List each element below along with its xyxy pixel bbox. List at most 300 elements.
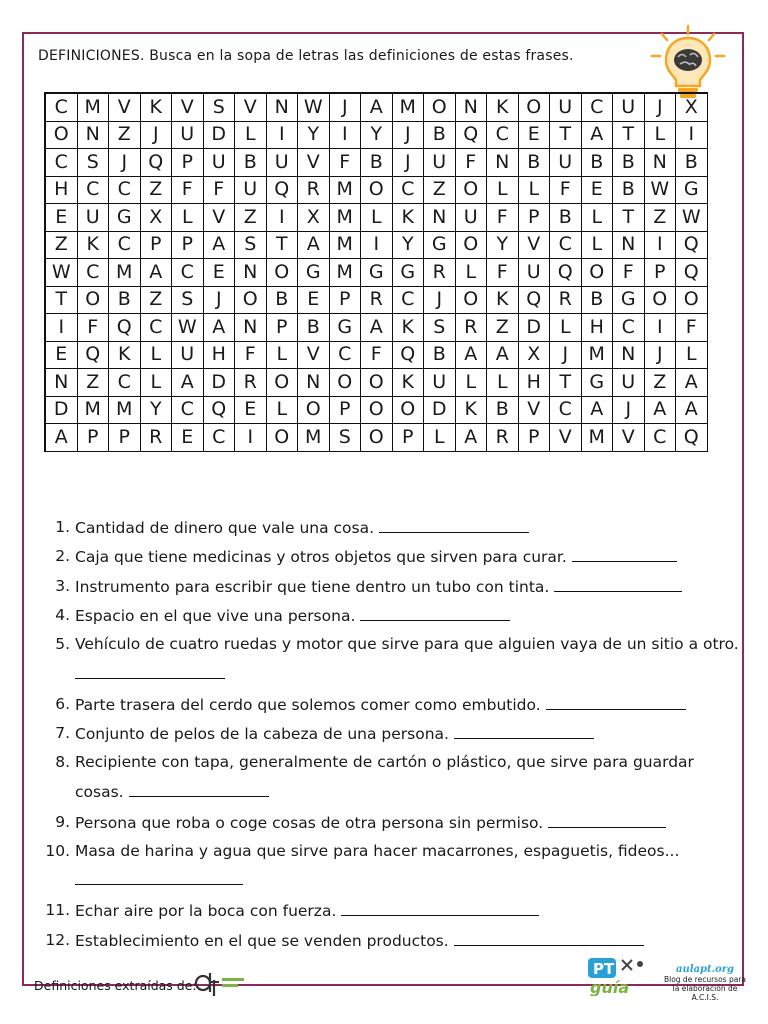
grid-cell[interactable]: F <box>78 314 110 342</box>
grid-cell[interactable]: O <box>78 287 110 315</box>
grid-cell[interactable]: A <box>456 424 488 452</box>
grid-cell[interactable]: H <box>46 177 78 205</box>
grid-cell[interactable]: Y <box>393 232 425 260</box>
grid-cell[interactable]: O <box>267 259 299 287</box>
grid-cell[interactable]: O <box>676 287 708 315</box>
grid-cell[interactable]: I <box>267 122 299 150</box>
grid-cell[interactable]: X <box>519 342 551 370</box>
grid-cell[interactable]: A <box>676 397 708 425</box>
grid-cell[interactable]: W <box>645 177 677 205</box>
grid-cell[interactable]: O <box>519 94 551 122</box>
grid-cell[interactable]: H <box>204 342 236 370</box>
answer-blank[interactable] <box>454 723 594 739</box>
grid-cell[interactable]: L <box>582 232 614 260</box>
grid-cell[interactable]: P <box>172 232 204 260</box>
grid-cell[interactable]: Q <box>267 177 299 205</box>
grid-cell[interactable]: V <box>298 149 330 177</box>
grid-cell[interactable]: A <box>298 232 330 260</box>
grid-cell[interactable]: R <box>298 177 330 205</box>
grid-cell[interactable]: N <box>645 149 677 177</box>
grid-cell[interactable]: K <box>141 94 173 122</box>
grid-cell[interactable]: Z <box>141 177 173 205</box>
grid-cell[interactable]: L <box>519 177 551 205</box>
grid-cell[interactable]: Q <box>456 122 488 150</box>
grid-cell[interactable]: N <box>298 369 330 397</box>
grid-cell[interactable]: C <box>393 177 425 205</box>
answer-blank[interactable] <box>75 869 243 885</box>
grid-cell[interactable]: Q <box>550 259 582 287</box>
grid-cell[interactable]: A <box>204 314 236 342</box>
grid-cell[interactable]: E <box>582 177 614 205</box>
grid-cell[interactable]: U <box>424 149 456 177</box>
grid-cell[interactable]: P <box>330 287 362 315</box>
grid-cell[interactable]: J <box>645 342 677 370</box>
grid-cell[interactable]: L <box>456 369 488 397</box>
grid-cell[interactable]: P <box>141 232 173 260</box>
grid-cell[interactable]: A <box>172 369 204 397</box>
definition-item <box>42 837 742 896</box>
grid-cell[interactable]: O <box>393 397 425 425</box>
grid-cell[interactable]: V <box>613 424 645 452</box>
grid-cell[interactable]: L <box>424 424 456 452</box>
grid-cell[interactable]: Q <box>676 232 708 260</box>
grid-cell[interactable]: E <box>298 287 330 315</box>
grid-cell[interactable]: D <box>424 397 456 425</box>
grid-cell[interactable]: N <box>267 94 299 122</box>
grid-cell[interactable]: N <box>46 369 78 397</box>
grid-cell[interactable]: P <box>109 424 141 452</box>
grid-cell[interactable]: Y <box>298 122 330 150</box>
grid-cell[interactable]: B <box>582 149 614 177</box>
definition-item <box>42 925 742 955</box>
grid-cell[interactable]: K <box>109 342 141 370</box>
grid-cell[interactable]: E <box>519 122 551 150</box>
definition-sentence: Persona que roba o coge cosas de otra persona sin permiso. <box>75 813 549 832</box>
definition-item <box>42 807 742 837</box>
answer-blank[interactable] <box>548 812 666 828</box>
grid-cell[interactable]: R <box>235 369 267 397</box>
grid-cell[interactable]: N <box>613 342 645 370</box>
definition-number: 7. <box>55 724 70 743</box>
grid-cell[interactable]: Z <box>645 204 677 232</box>
grid-cell[interactable]: A <box>487 342 519 370</box>
grid-cell[interactable]: M <box>330 232 362 260</box>
grid-cell[interactable]: U <box>78 204 110 232</box>
grid-cell[interactable]: Z <box>78 369 110 397</box>
grid-cell[interactable]: F <box>330 149 362 177</box>
grid-cell[interactable]: W <box>172 314 204 342</box>
grid-cell[interactable]: R <box>361 287 393 315</box>
grid-cell[interactable]: N <box>235 314 267 342</box>
grid-cell[interactable]: U <box>235 177 267 205</box>
grid-cell[interactable]: J <box>330 94 362 122</box>
grid-cell[interactable]: B <box>424 122 456 150</box>
grid-cell[interactable]: B <box>361 149 393 177</box>
grid-cell[interactable]: M <box>330 204 362 232</box>
grid-cell[interactable]: T <box>46 287 78 315</box>
grid-cell[interactable]: T <box>550 122 582 150</box>
grid-cell[interactable]: G <box>424 232 456 260</box>
grid-cell[interactable]: O <box>235 287 267 315</box>
grid-cell[interactable]: M <box>393 94 425 122</box>
grid-cell[interactable]: N <box>78 122 110 150</box>
grid-cell[interactable]: L <box>172 204 204 232</box>
grid-cell[interactable]: M <box>78 397 110 425</box>
grid-cell[interactable]: P <box>519 204 551 232</box>
grid-cell[interactable]: A <box>456 342 488 370</box>
grid-cell[interactable]: Y <box>141 397 173 425</box>
grid-cell[interactable]: F <box>550 177 582 205</box>
grid-cell[interactable]: L <box>235 122 267 150</box>
definition-text <box>70 605 742 625</box>
definition-sentence: Parte trasera del cerdo que solemos comer como embutido. <box>75 695 546 714</box>
grid-cell[interactable]: M <box>582 342 614 370</box>
grid-cell[interactable]: G <box>109 204 141 232</box>
grid-cell[interactable]: X <box>141 204 173 232</box>
grid-cell[interactable]: C <box>550 397 582 425</box>
grid-cell[interactable]: C <box>613 314 645 342</box>
grid-cell[interactable]: U <box>204 149 236 177</box>
grid-cell[interactable]: C <box>172 259 204 287</box>
grid-cell[interactable]: A <box>676 369 708 397</box>
answer-blank[interactable] <box>554 576 682 592</box>
grid-cell[interactable]: G <box>393 259 425 287</box>
answer-blank[interactable] <box>454 930 644 946</box>
grid-cell[interactable]: Q <box>393 342 425 370</box>
grid-cell[interactable]: R <box>550 287 582 315</box>
answer-blank[interactable] <box>546 694 686 710</box>
grid-cell[interactable]: G <box>298 259 330 287</box>
grid-cell[interactable]: R <box>487 424 519 452</box>
grid-cell[interactable]: C <box>109 369 141 397</box>
grid-cell[interactable]: O <box>361 177 393 205</box>
grid-cell[interactable]: O <box>298 397 330 425</box>
grid-cell[interactable]: U <box>172 342 204 370</box>
grid-cell[interactable]: O <box>267 369 299 397</box>
grid-cell[interactable]: B <box>550 204 582 232</box>
grid-cell[interactable]: Q <box>204 397 236 425</box>
grid-cell[interactable]: C <box>204 424 236 452</box>
grid-cell[interactable]: I <box>267 204 299 232</box>
grid-cell[interactable]: E <box>46 342 78 370</box>
grid-cell[interactable]: N <box>487 149 519 177</box>
grid-cell[interactable]: B <box>235 149 267 177</box>
grid-cell[interactable]: B <box>582 287 614 315</box>
definition-number: 8. <box>55 753 70 771</box>
grid-cell[interactable]: C <box>141 314 173 342</box>
grid-cell[interactable]: K <box>487 287 519 315</box>
answer-blank[interactable] <box>360 605 510 621</box>
grid-cell[interactable]: R <box>141 424 173 452</box>
grid-cell[interactable]: V <box>519 397 551 425</box>
grid-cell[interactable]: V <box>204 204 236 232</box>
grid-cell[interactable]: I <box>330 122 362 150</box>
grid-cell[interactable]: L <box>550 314 582 342</box>
grid-cell[interactable]: F <box>613 259 645 287</box>
grid-cell[interactable]: O <box>582 259 614 287</box>
grid-cell[interactable]: N <box>456 94 488 122</box>
grid-cell[interactable]: J <box>424 287 456 315</box>
grid-cell[interactable]: M <box>109 259 141 287</box>
grid-cell[interactable]: F <box>456 149 488 177</box>
grid-cell[interactable]: C <box>582 94 614 122</box>
grid-cell[interactable]: J <box>204 287 236 315</box>
grid-cell[interactable]: Q <box>109 314 141 342</box>
grid-cell[interactable]: D <box>204 369 236 397</box>
grid-cell[interactable]: P <box>519 424 551 452</box>
grid-cell[interactable]: H <box>519 369 551 397</box>
grid-cell[interactable]: T <box>613 122 645 150</box>
grid-cell[interactable]: U <box>424 369 456 397</box>
grid-cell[interactable]: J <box>109 149 141 177</box>
grid-cell[interactable]: L <box>267 397 299 425</box>
grid-cell[interactable]: G <box>330 314 362 342</box>
grid-cell[interactable]: G <box>361 259 393 287</box>
grid-cell[interactable]: I <box>235 424 267 452</box>
grid-cell[interactable]: E <box>235 397 267 425</box>
answer-blank[interactable] <box>379 517 529 533</box>
grid-cell[interactable]: P <box>78 424 110 452</box>
grid-cell[interactable]: U <box>550 149 582 177</box>
grid-cell[interactable]: S <box>172 287 204 315</box>
grid-cell[interactable]: L <box>487 177 519 205</box>
grid-cell[interactable]: F <box>676 314 708 342</box>
grid-cell[interactable]: O <box>456 177 488 205</box>
grid-cell[interactable]: U <box>172 122 204 150</box>
grid-cell[interactable]: S <box>235 232 267 260</box>
grid-cell[interactable]: T <box>267 232 299 260</box>
grid-cell[interactable]: C <box>78 177 110 205</box>
grid-cell[interactable]: I <box>361 232 393 260</box>
grid-cell[interactable]: B <box>267 287 299 315</box>
grid-cell[interactable]: Z <box>487 314 519 342</box>
grid-cell[interactable]: V <box>109 94 141 122</box>
grid-cell[interactable]: S <box>204 94 236 122</box>
grid-cell[interactable]: P <box>330 397 362 425</box>
grid-cell[interactable]: V <box>298 342 330 370</box>
grid-cell[interactable]: O <box>456 232 488 260</box>
grid-cell[interactable]: Z <box>645 369 677 397</box>
grid-cell[interactable]: Y <box>361 122 393 150</box>
grid-cell[interactable]: J <box>141 122 173 150</box>
answer-blank[interactable] <box>572 546 677 562</box>
grid-cell[interactable]: W <box>676 204 708 232</box>
grid-cell[interactable]: L <box>676 342 708 370</box>
grid-cell[interactable]: O <box>361 424 393 452</box>
site-info <box>660 964 750 1002</box>
grid-cell[interactable]: K <box>456 397 488 425</box>
grid-cell[interactable]: Q <box>676 424 708 452</box>
grid-cell[interactable]: M <box>109 397 141 425</box>
grid-cell[interactable]: Z <box>46 232 78 260</box>
grid-cell[interactable]: U <box>519 259 551 287</box>
grid-cell[interactable]: Z <box>141 287 173 315</box>
site-url[interactable]: aulapt.org <box>675 964 735 975</box>
definition-sentence: Conjunto de pelos de la cabeza de una persona. <box>75 725 454 744</box>
grid-cell[interactable]: C <box>109 232 141 260</box>
answer-blank[interactable] <box>75 663 225 679</box>
grid-cell[interactable]: P <box>645 259 677 287</box>
grid-cell[interactable]: J <box>393 122 425 150</box>
grid-cell[interactable]: Z <box>424 177 456 205</box>
grid-cell[interactable]: O <box>424 94 456 122</box>
grid-cell[interactable]: L <box>456 259 488 287</box>
grid-cell[interactable]: Q <box>141 149 173 177</box>
grid-cell[interactable]: J <box>550 342 582 370</box>
grid-cell[interactable]: L <box>141 369 173 397</box>
grid-cell[interactable]: P <box>393 424 425 452</box>
grid-cell[interactable]: E <box>172 424 204 452</box>
grid-cell[interactable]: O <box>267 424 299 452</box>
grid-cell[interactable]: T <box>550 369 582 397</box>
grid-cell[interactable]: A <box>582 122 614 150</box>
grid-cell[interactable]: M <box>582 424 614 452</box>
definition-item <box>42 689 742 719</box>
grid-cell[interactable]: M <box>330 259 362 287</box>
grid-cell[interactable]: O <box>456 287 488 315</box>
grid-cell[interactable]: V <box>519 232 551 260</box>
grid-cell[interactable]: D <box>46 397 78 425</box>
grid-cell[interactable]: O <box>330 369 362 397</box>
grid-cell[interactable]: F <box>204 177 236 205</box>
grid-cell[interactable]: O <box>645 287 677 315</box>
grid-cell[interactable]: X <box>676 94 708 122</box>
grid-cell[interactable]: U <box>456 204 488 232</box>
grid-cell[interactable]: C <box>487 122 519 150</box>
grid-cell[interactable]: I <box>676 122 708 150</box>
grid-cell[interactable]: U <box>613 94 645 122</box>
answer-blank[interactable] <box>129 781 269 797</box>
grid-cell[interactable]: O <box>46 122 78 150</box>
grid-cell[interactable]: Z <box>109 122 141 150</box>
grid-cell[interactable]: X <box>298 204 330 232</box>
grid-cell[interactable]: B <box>424 342 456 370</box>
grid-cell[interactable]: N <box>613 232 645 260</box>
grid-cell[interactable]: L <box>141 342 173 370</box>
grid-cell[interactable]: F <box>487 259 519 287</box>
grid-cell[interactable]: T <box>613 204 645 232</box>
grid-cell[interactable]: Y <box>487 232 519 260</box>
grid-cell[interactable]: N <box>235 259 267 287</box>
grid-cell[interactable]: B <box>487 397 519 425</box>
grid-cell[interactable]: M <box>78 94 110 122</box>
grid-cell[interactable]: N <box>424 204 456 232</box>
grid-cell[interactable]: C <box>393 287 425 315</box>
grid-cell[interactable]: A <box>46 424 78 452</box>
grid-cell[interactable]: G <box>676 177 708 205</box>
grid-cell[interactable]: W <box>298 94 330 122</box>
grid-cell[interactable]: D <box>519 314 551 342</box>
grid-cell[interactable]: O <box>361 369 393 397</box>
grid-cell[interactable]: V <box>235 94 267 122</box>
grid-cell[interactable]: I <box>645 232 677 260</box>
grid-cell[interactable]: Q <box>519 287 551 315</box>
grid-cell[interactable]: U <box>613 369 645 397</box>
grid-cell[interactable]: L <box>361 204 393 232</box>
grid-cell[interactable]: J <box>393 149 425 177</box>
grid-cell[interactable]: F <box>361 342 393 370</box>
grid-cell[interactable]: U <box>550 94 582 122</box>
grid-cell[interactable]: E <box>204 259 236 287</box>
grid-cell[interactable]: K <box>393 314 425 342</box>
grid-cell[interactable]: B <box>109 287 141 315</box>
grid-cell[interactable]: A <box>204 232 236 260</box>
grid-cell[interactable]: V <box>550 424 582 452</box>
grid-cell[interactable]: P <box>267 314 299 342</box>
grid-cell[interactable]: A <box>361 314 393 342</box>
grid-cell[interactable]: O <box>361 397 393 425</box>
definition-text <box>70 694 742 714</box>
grid-cell[interactable]: I <box>46 314 78 342</box>
grid-cell[interactable]: M <box>330 177 362 205</box>
grid-cell[interactable]: Q <box>676 259 708 287</box>
answer-blank[interactable] <box>341 900 539 916</box>
grid-cell[interactable]: R <box>456 314 488 342</box>
grid-cell[interactable]: M <box>298 424 330 452</box>
grid-cell[interactable]: W <box>46 259 78 287</box>
grid-cell[interactable]: K <box>393 204 425 232</box>
grid-cell[interactable]: H <box>582 314 614 342</box>
grid-cell[interactable]: F <box>172 177 204 205</box>
grid-cell[interactable]: E <box>46 204 78 232</box>
grid-cell[interactable]: Z <box>235 204 267 232</box>
grid-cell[interactable]: C <box>172 397 204 425</box>
definition-number: 3. <box>55 576 70 595</box>
grid-cell[interactable]: D <box>204 122 236 150</box>
grid-cell[interactable]: L <box>267 342 299 370</box>
grid-cell[interactable]: S <box>330 424 362 452</box>
grid-cell[interactable]: A <box>582 397 614 425</box>
grid-cell[interactable]: K <box>78 232 110 260</box>
grid-cell[interactable]: J <box>645 94 677 122</box>
grid-cell[interactable]: A <box>645 397 677 425</box>
grid-cell[interactable]: K <box>487 94 519 122</box>
grid-cell[interactable]: S <box>424 314 456 342</box>
grid-cell[interactable]: C <box>550 232 582 260</box>
grid-cell[interactable]: C <box>645 424 677 452</box>
grid-cell[interactable]: G <box>613 287 645 315</box>
grid-cell[interactable]: R <box>424 259 456 287</box>
grid-cell[interactable]: J <box>613 397 645 425</box>
grid-cell[interactable]: B <box>613 177 645 205</box>
grid-cell[interactable]: S <box>78 149 110 177</box>
grid-cell[interactable]: Q <box>78 342 110 370</box>
grid-cell[interactable]: P <box>172 149 204 177</box>
grid-cell[interactable]: C <box>46 94 78 122</box>
grid-cell[interactable]: L <box>487 369 519 397</box>
grid-cell[interactable]: C <box>330 342 362 370</box>
grid-cell[interactable]: G <box>582 369 614 397</box>
grid-cell[interactable]: K <box>393 369 425 397</box>
grid-cell[interactable]: B <box>519 149 551 177</box>
grid-cell[interactable]: B <box>298 314 330 342</box>
grid-cell[interactable]: I <box>645 314 677 342</box>
grid-cell[interactable]: A <box>361 94 393 122</box>
grid-cell[interactable]: L <box>582 204 614 232</box>
grid-cell[interactable]: U <box>267 149 299 177</box>
grid-cell[interactable]: C <box>109 177 141 205</box>
grid-cell[interactable]: L <box>645 122 677 150</box>
grid-cell[interactable]: F <box>235 342 267 370</box>
grid-cell[interactable]: V <box>172 94 204 122</box>
grid-cell[interactable]: C <box>78 259 110 287</box>
grid-cell[interactable]: A <box>141 259 173 287</box>
grid-cell[interactable]: C <box>46 149 78 177</box>
definition-text <box>70 812 742 832</box>
grid-cell[interactable]: F <box>487 204 519 232</box>
grid-cell[interactable]: B <box>676 149 708 177</box>
grid-cell[interactable]: B <box>613 149 645 177</box>
